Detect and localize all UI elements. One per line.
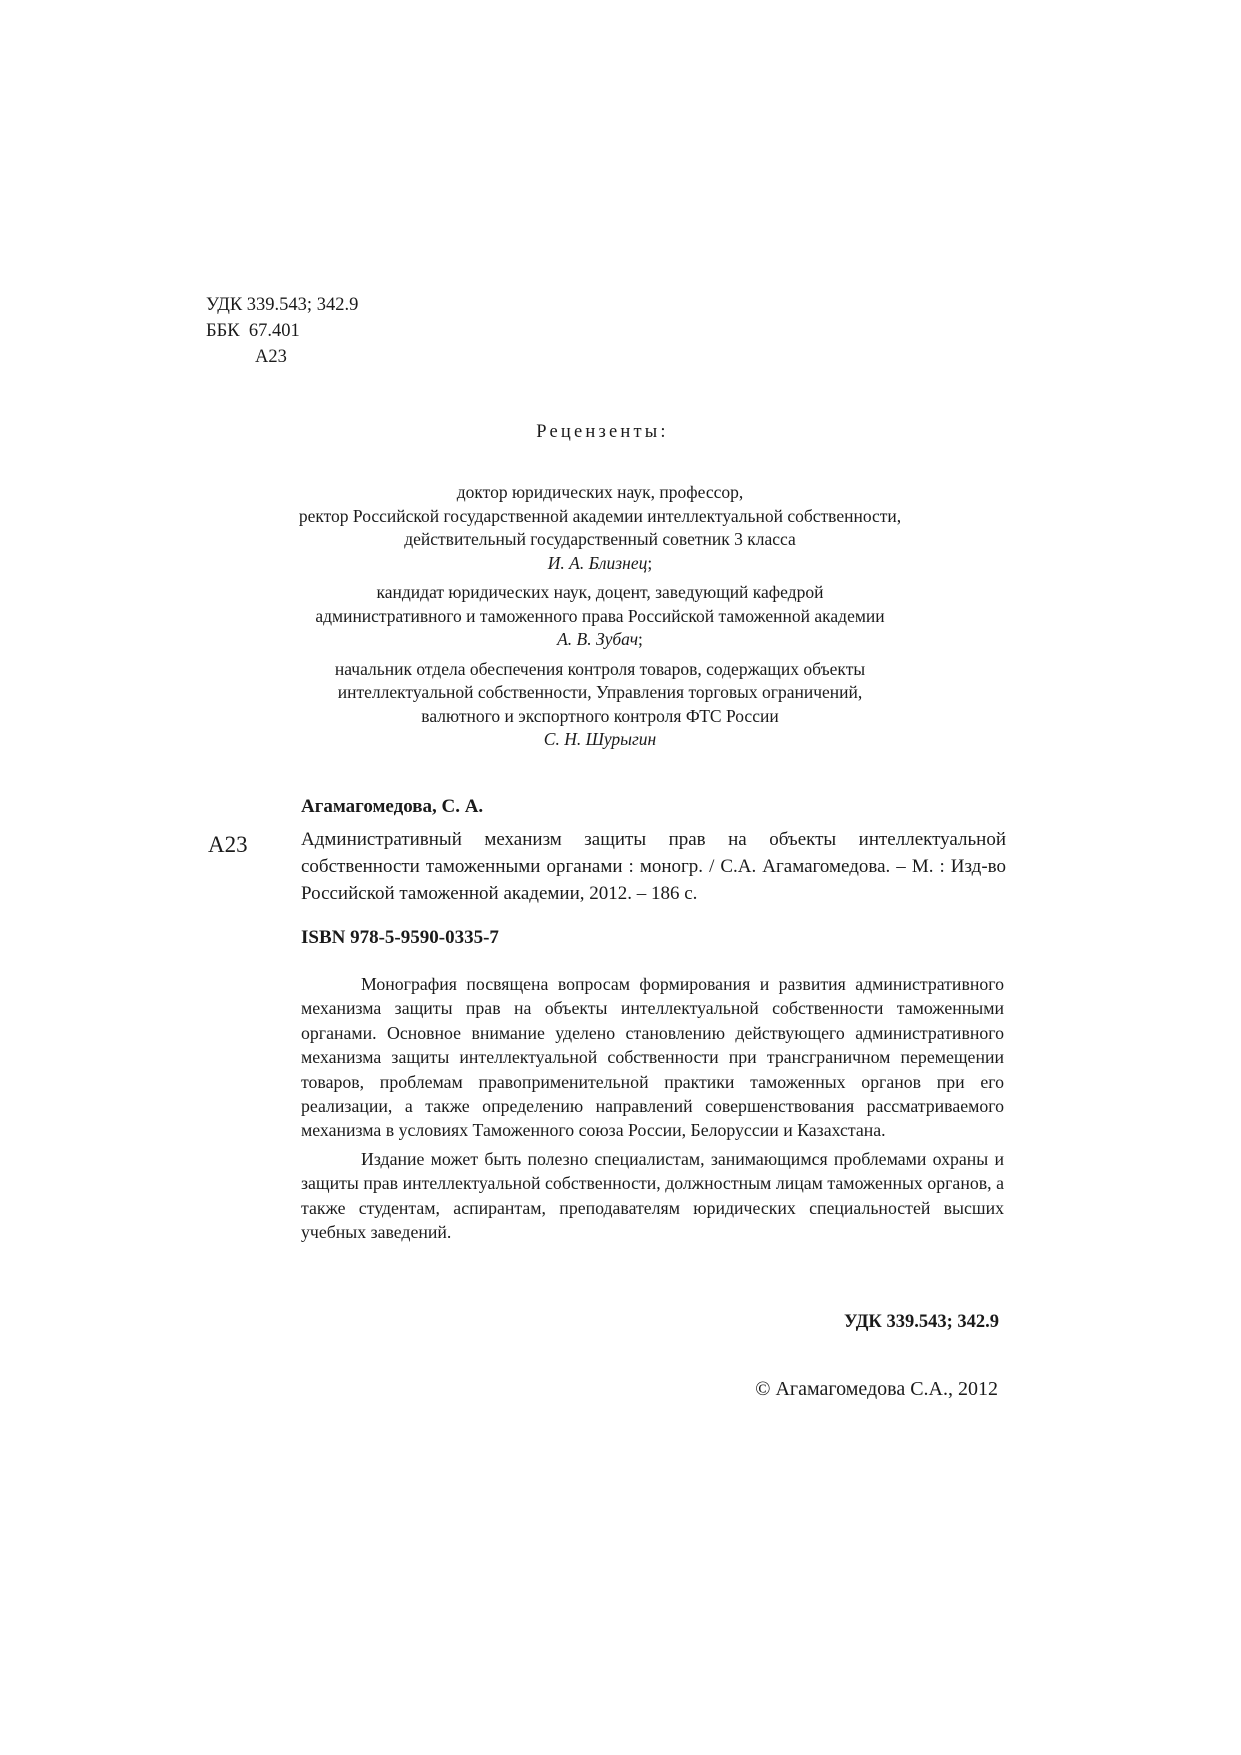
reviewer-entry: [240, 581, 960, 652]
copyright-notice: © Агамагомедова С.А., 2012: [755, 1378, 998, 1400]
reviewer-entry: [240, 481, 960, 575]
reviewer-name: И. А. Близнец: [547, 552, 648, 573]
reviewer-title-line: кандидат юридических наук, доцент, заведующий кафедрой: [376, 582, 824, 602]
reviewers-heading: Рецензенты:: [536, 422, 669, 442]
reviewer-title-line: действительный государственный советник 3 класса: [404, 529, 796, 549]
reviewer-name-line: [240, 628, 960, 652]
reviewer-separator: ;: [647, 552, 653, 573]
reviewer-name-line: [240, 552, 960, 576]
annotation: [301, 972, 1004, 1248]
record-class-mark: А23: [208, 832, 248, 857]
reviewer-name-line: [240, 728, 960, 752]
author-mark: А23: [255, 347, 287, 367]
bibliographic-description: Административный механизм защиты прав на объекты интеллектуальной собственности таможенными органами : моногр. / С.А. Агамагомедова. – М. : Изд-во Российской таможенной академии, 2012. – 186 с.: [301, 829, 1006, 904]
annotation-paragraph: Издание может быть полезно специалистам, занимающимся проблемами охраны и защиты прав интеллектуальной собственности, должностным лицам таможенных органов, а также студентам, аспирантам, преподавателям юридических специальностей высших учебных заведений.: [301, 1148, 1004, 1243]
reviewer-name: С. Н. Шурыгин: [543, 729, 657, 749]
reviewer-title-line: административного и таможенного права Российской таможенной академии: [315, 605, 885, 626]
reviewer-title-line: ректор Российской государственной академии интеллектуальной собственности,: [298, 505, 902, 526]
reviewer-entry: [240, 658, 960, 752]
reviewer-title-line: валютного и экспортного контроля ФТС России: [421, 705, 779, 726]
bbk-code: ББК 67.401: [206, 321, 300, 341]
reviewer-title-line: интеллектуальной собственности, Управления торговых ограничений,: [337, 682, 863, 702]
udk-code: УДК 339.543; 342.9: [206, 295, 359, 315]
reviewer-name: А. В. Зубач: [557, 629, 639, 649]
record-author: Агамагомедова, С. А.: [301, 796, 484, 817]
annotation-paragraph: Монография посвящена вопросам формирования и развития административного механизма защиты прав на объекты интеллектуальной собственности таможенными органами. Основное внимание уделено становлению действующего административного механизма защиты интеллектуальной собственности при трансграничном перемещении товаров, проблемам правоприменительной практики таможенных органов при его реализации, а также определению направлений совершенствования рассматриваемого механизма в условиях Таможенного союза России, Белоруссии и Казахстана.: [301, 974, 1004, 1141]
reviewers-list: [240, 481, 960, 758]
classification-block: [206, 292, 358, 370]
reviewer-separator: ;: [638, 629, 643, 649]
footer-udk: УДК 339.543; 342.9: [843, 1312, 999, 1332]
isbn: ISBN 978-5-9590-0335-7: [301, 927, 499, 948]
reviewer-title-line: доктор юридических наук, профессор,: [456, 482, 744, 502]
reviewer-title-line: начальник отдела обеспечения контроля товаров, содержащих объекты: [334, 658, 866, 679]
